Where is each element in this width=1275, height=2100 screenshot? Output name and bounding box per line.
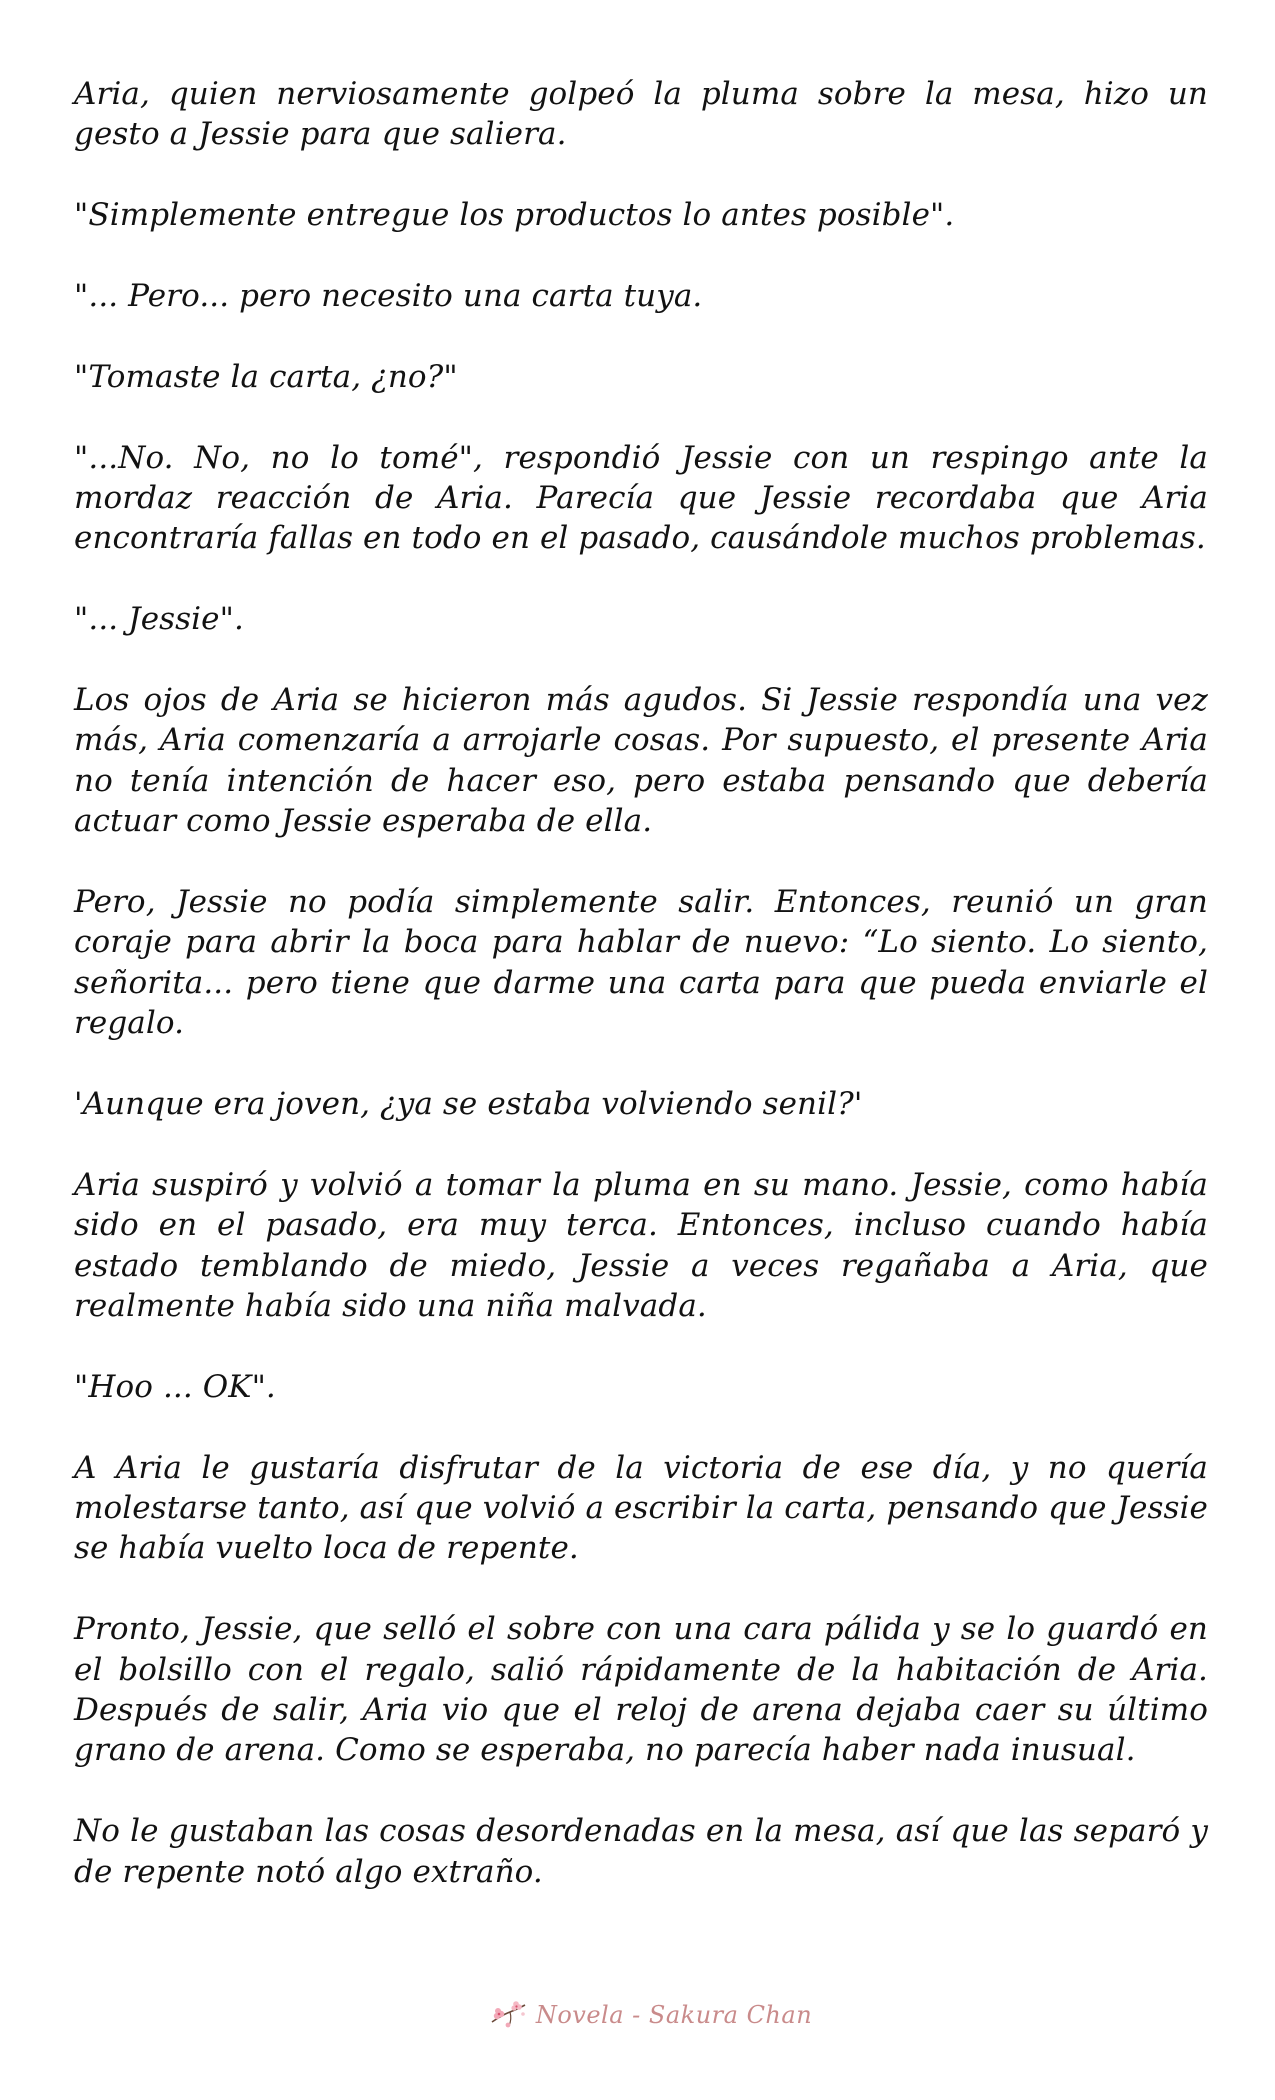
paragraph: "...No. No, no lo tomé", respondió Jessie con un respingo ante la mordaz reacción de Aria. Parecía que Jessie recordaba que Aria encontraría fallas en todo en el pasado, causándole muchos problemas. (74, 439, 1208, 557)
paragraph: Pero, Jessie no podía simplemente salir. Entonces, reunió un gran coraje para abrir la boca para hablar de nuevo: “Lo siento. Lo siento, señorita... pero tiene que darme una carta para que pueda enviarle el regalo. (74, 884, 1208, 1042)
watermark (460, 1990, 840, 2040)
paragraph: "Tomaste la carta, ¿no?" (74, 358, 458, 395)
paragraph: "... Pero... pero necesito una carta tuya. (74, 278, 703, 314)
sakura-blossom-icon (488, 1998, 528, 2032)
paragraph: Aria suspiró y volvió a tomar la pluma en su mano. Jessie, como había sido en el pasado, era muy terca. Entonces, incluso cuando había estado temblando de miedo, Jessie a veces regañaba a Aria, que realmente había sido una niña malvada. (74, 1166, 1208, 1325)
paragraph: 'Aunque era joven, ¿ya se estaba volviendo senil?' (74, 1086, 863, 1123)
paragraph: Pronto, Jessie, que selló el sobre con una cara pálida y se lo guardó en el bolsillo con el regalo, salió rápidamente de la habitación de Aria. Después de salir, Aria vio que el reloj de arena dejaba caer su último grano de arena. Como se esperaba, no parecía haber nada inusual. (74, 1611, 1208, 1769)
paragraph: "Simplemente entregue los productos lo antes posible". (74, 197, 955, 234)
paragraph: "Hoo ... OK". (74, 1368, 276, 1405)
paragraph: A Aria le gustaría disfrutar de la victoria de ese día, y no quería molestarse tanto, así que volvió a escribir la carta, pensando que Jessie se había vuelto loca de repente. (74, 1449, 1208, 1567)
paragraph: Los ojos de Aria se hicieron más agudos. Si Jessie respondía una vez más, Aria comenzaría a arrojarle cosas. Por supuesto, el presente Aria no tenía intención de hacer eso, pero estaba pensando que debería actuar como Jessie esperaba de ella. (74, 682, 1208, 840)
paragraph: Aria, quien nerviosamente golpeó la pluma sobre la mesa, hizo un gesto a Jessie para que saliera. (74, 76, 1208, 153)
watermark-label: Novela - Sakura Chan (535, 2001, 813, 2029)
paragraph: No le gustaban las cosas desordenadas en la mesa, así que las separó y de repente notó algo extraño. (74, 1813, 1208, 1890)
story-text (74, 74, 1208, 1892)
paragraph: "... Jessie". (74, 601, 244, 638)
